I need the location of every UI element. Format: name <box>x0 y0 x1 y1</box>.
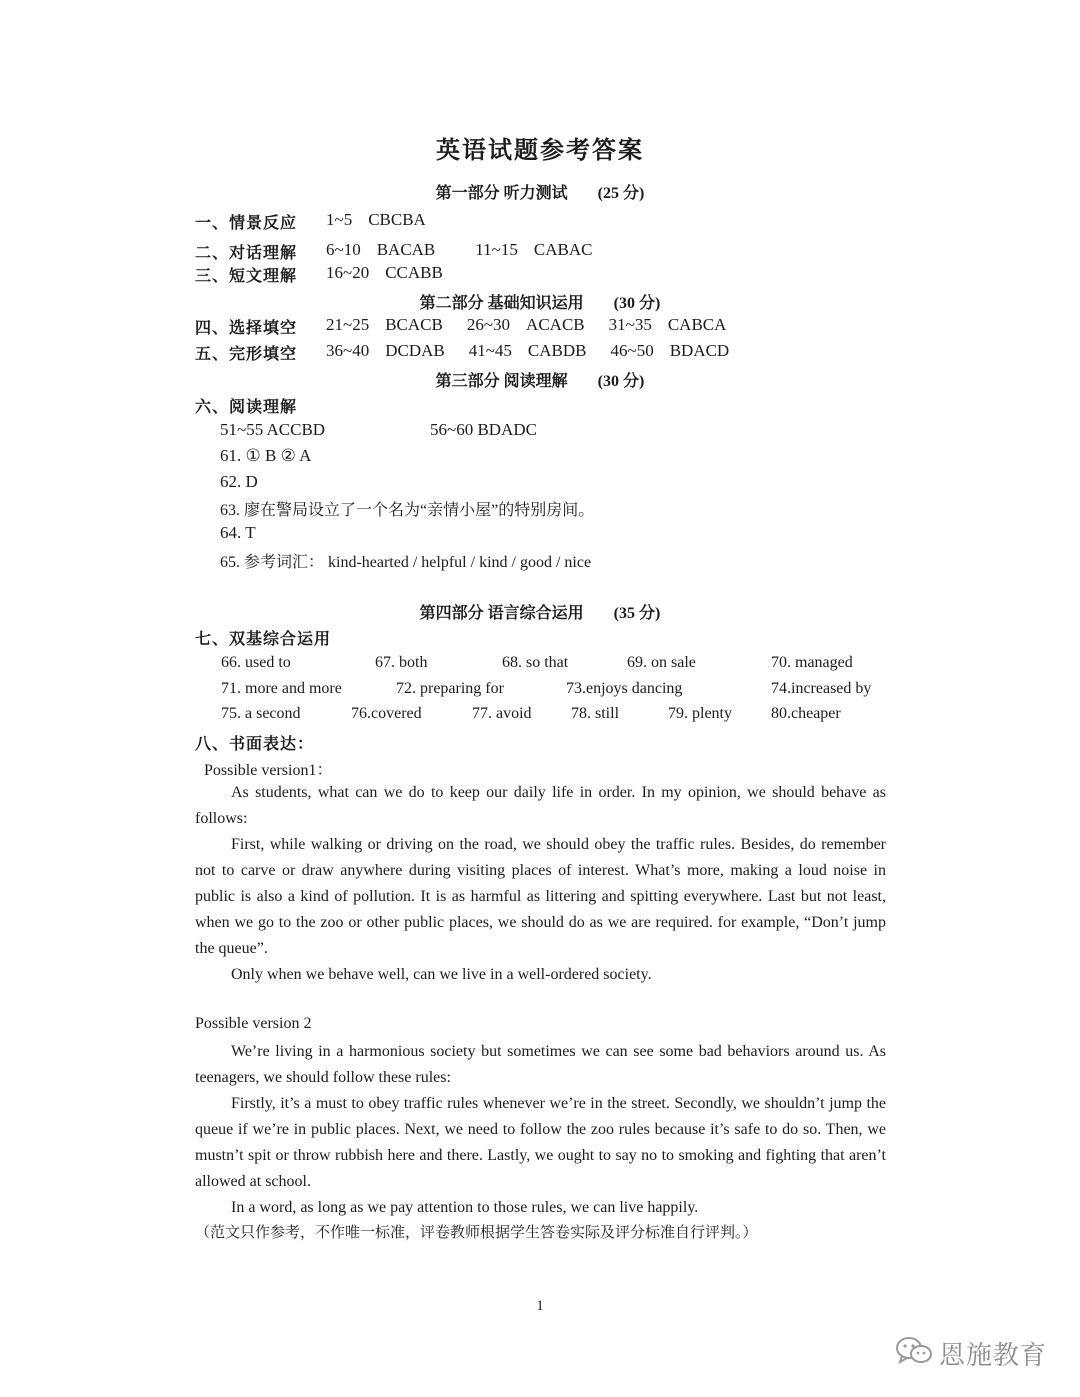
part3-heading: 第三部分 阅读理解 (30 分) <box>435 373 645 390</box>
page-number: 1 <box>536 1298 544 1314</box>
answer-row: 三、短文理解 16~20 CCABB <box>195 263 443 285</box>
essay-paragraph: In a word, as long as we pay attention to those rules, we can live happily. <box>231 1199 699 1216</box>
version1-title: Possible version1： <box>204 762 333 779</box>
part1-heading: 第一部分 听力测试 (25 分) <box>435 185 645 202</box>
answer-line: 65. 参考词汇： kind-hearted / helpful / kind / good / nice <box>220 554 592 571</box>
grid-cell: 71. more and more <box>221 680 342 697</box>
answer-line: 56~60 BDADC <box>430 420 537 439</box>
grid-cell: 66. used to <box>221 654 291 671</box>
version2-title: Possible version 2 <box>195 1015 312 1032</box>
answer-row: 二、对话理解 6~10 BACAB 11~15 CABAC <box>195 240 593 262</box>
section-label: 八、书面表达： <box>195 736 315 753</box>
answer-row: 一、情景反应 1~5 CBCBA <box>195 210 426 232</box>
grid-cell: 76.covered <box>351 705 422 722</box>
grid-cell: 73.enjoys dancing <box>566 680 683 697</box>
grid-cell: 69. on sale <box>627 654 696 671</box>
answer-line: 63. 廖在警局设立了一个名为“亲情小屋”的特别房间。 <box>220 502 595 519</box>
grid-cell: 77. avoid <box>472 705 532 722</box>
answer-line: 62. D <box>220 472 258 491</box>
answer-line: 64. T <box>220 523 256 542</box>
part4-heading: 第四部分 语言综合运用 (35 分) <box>419 605 661 622</box>
essay-paragraph: First, while walking or driving on the road, we should obey the traffic rules. Besides, do remember not to carve or draw anywhere during visiting places of interest. What’s more, making a loud noise in public is also a kind of pollution. It is as harmful as littering and spitting everywhere. Last but not least, when we go to the zoo or other public places, we should do as we are required. for example, “Don’t jump the queue”. <box>195 836 886 957</box>
grid-cell: 70. managed <box>771 654 853 671</box>
grid-cell: 68. so that <box>502 654 569 671</box>
grid-cell: 78. still <box>571 705 620 722</box>
essay-paragraph: Only when we behave well, can we live in a well-ordered society. <box>231 966 652 983</box>
essay-paragraph: As students, what can we do to keep our daily life in order. In my opinion, we should behave as follows: <box>195 784 886 827</box>
section-label: 六、阅读理解 <box>195 399 298 416</box>
grid-cell: 72. preparing for <box>396 680 504 697</box>
essay-paragraph: We’re living in a harmonious society but sometimes we can see some bad behaviors around us. As teenagers, we should follow these rules: <box>195 1043 886 1086</box>
page-title: 英语试题参考答案 <box>436 138 644 164</box>
grid-cell: 79. plenty <box>668 705 732 722</box>
grading-note: （范文只作参考，不作唯一标准，评卷教师根据学生答卷实际及评分标准自行评判。） <box>195 1225 758 1241</box>
grid-cell: 75. a second <box>221 705 301 722</box>
grid-cell: 80.cheaper <box>771 705 841 722</box>
watermark <box>895 1335 1047 1372</box>
answer-row: 五、完形填空 36~40 DCDAB 41~45 CABDB 46~50 BDACD <box>195 341 730 363</box>
essay-paragraph: Firstly, it’s a must to obey traffic rules whenever we’re in the street. Secondly, we shouldn’t jump the queue if we’re in public places. Next, we need to follow the zoo rules because it’s safe to do so. Then, we mustn’t spit or throw rubbish here and there. Lastly, we ought to say no to smoking and fighting that aren’t allowed at school. <box>195 1095 886 1190</box>
part2-heading: 第二部分 基础知识运用 (30 分) <box>419 295 661 312</box>
watermark-text: 恩施教育 <box>939 1341 1048 1371</box>
section-label: 七、双基综合运用 <box>195 631 332 648</box>
grid-cell: 74.increased by <box>771 680 872 697</box>
answer-line: 51~55 ACCBD <box>220 420 326 439</box>
answer-row: 四、选择填空 21~25 BCACB 26~30 ACACB 31~35 CABCA <box>195 315 727 337</box>
wechat-icon <box>895 1336 933 1371</box>
answer-line: 61. ① B ② A <box>220 446 312 465</box>
grid-cell: 67. both <box>375 654 428 671</box>
